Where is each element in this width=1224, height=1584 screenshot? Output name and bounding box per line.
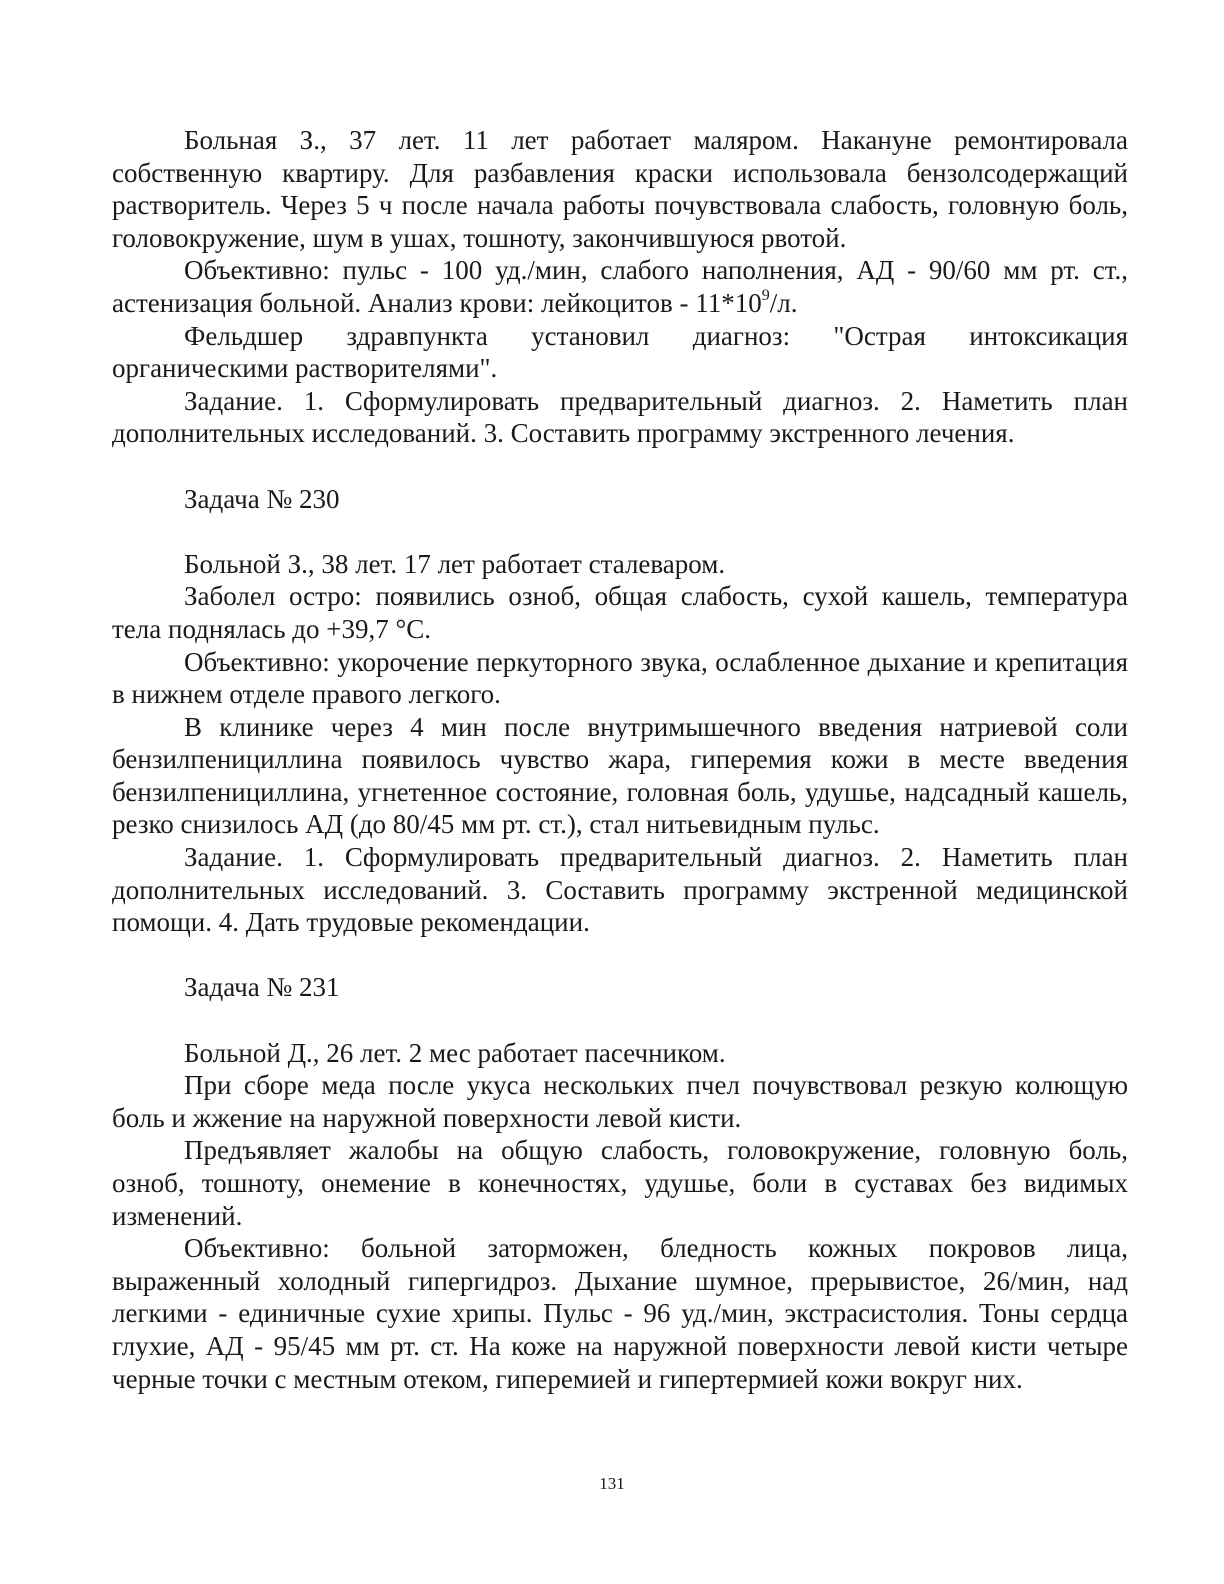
spacer — [112, 939, 1128, 972]
spacer — [112, 450, 1128, 483]
spacer — [112, 515, 1128, 548]
case-231-paragraph: Предъявляет жалобы на общую слабость, головокружение, головную боль, озноб, тошноту, онемение в конечностях, удушье, боли в суставах без видимых изменений. — [112, 1135, 1128, 1231]
document-page — [112, 124, 1128, 1395]
case-231-title: Задача № 231 — [184, 972, 340, 1003]
case-230-task: Задание. 1. Сформулировать предварительный диагноз. 2. Наметить план дополнительных исследований. 3. Составить программу экстренной медицинской помощи. 4. Дать трудовые рекомендации. — [112, 842, 1128, 938]
case-229-objective — [112, 254, 1128, 319]
case-229-paramedic-diagnosis: Фельдшер здравпункта установил диагноз: "Острая интоксикация органическими растворителями". — [112, 320, 1128, 384]
case-229-objective-text: Объективно: пульс - 100 уд./мин, слабого наполнения, АД - 90/60 мм рт. ст., астенизация больной. Анализ крови: лейкоцитов - 11*10 — [112, 255, 1128, 318]
case-231-paragraph: Больной Д., 26 лет. 2 мес работает пасечником. — [184, 1037, 726, 1068]
case-230-paragraph: Объективно: укорочение перкуторного звука, ослабленное дыхание и крепитация в нижнем отделе правого легкого. — [112, 646, 1128, 710]
case-231-paragraph: При сборе меда после укуса нескольких пчел почувствовал резкую колющую боль и жжение на наружной поверхности левой кисти. — [112, 1070, 1128, 1133]
spacer — [112, 1004, 1128, 1037]
case-229-objective-exponent: 9 — [761, 286, 770, 304]
case-229-objective-unit: /л. — [769, 287, 798, 318]
case-230-paragraph: В клинике через 4 мин после внутримышечного введения натриевой соли бензилпенициллина появилось чувство жара, гиперемия кожи в месте введения бензилпенициллина, угнетенное состояние, головная боль, удушье, надсадный кашель, резко снизилось АД (до 80/45 мм рт. ст.), стал нитьевидным пульс. — [112, 711, 1128, 840]
page-number: 131 — [599, 1474, 625, 1493]
case-231-paragraph: Объективно: больной заторможен, бледность кожных покровов лица, выраженный холодный гипергидроз. Дыхание шумное, прерывистое, 26/мин, над легкими - единичные сухие хрипы. Пульс - 96 уд./мин, экстрасистолия. Тоны сердца глухие, АД - 95/45 мм рт. ст. На коже на наружной поверхности левой кисти четыре черные точки с местным отеком, гиперемией и гипертермией кожи вокруг них. — [112, 1233, 1128, 1394]
case-230-title: Задача № 230 — [184, 483, 340, 514]
case-229-task: Задание. 1. Сформулировать предварительный диагноз. 2. Наметить план дополнительных исследований. 3. Составить программу экстренного лечения. — [112, 385, 1128, 449]
case-230-paragraph: Больной З., 38 лет. 17 лет работает сталеваром. — [184, 548, 726, 579]
case-229-history: Больная З., 37 лет. 11 лет работает маляром. Накануне ремонтировала собственную квартиру. Для разбавления краски использовала бензолсодержащий растворитель. Через 5 ч после начала работы почувствовала слабость, головную боль, головокружение, шум в ушах, тошноту, закончившуюся рвотой. — [112, 125, 1128, 253]
case-230-paragraph: Заболел остро: появились озноб, общая слабость, сухой кашель, температура тела поднялась до +39,7 °С. — [112, 581, 1128, 644]
